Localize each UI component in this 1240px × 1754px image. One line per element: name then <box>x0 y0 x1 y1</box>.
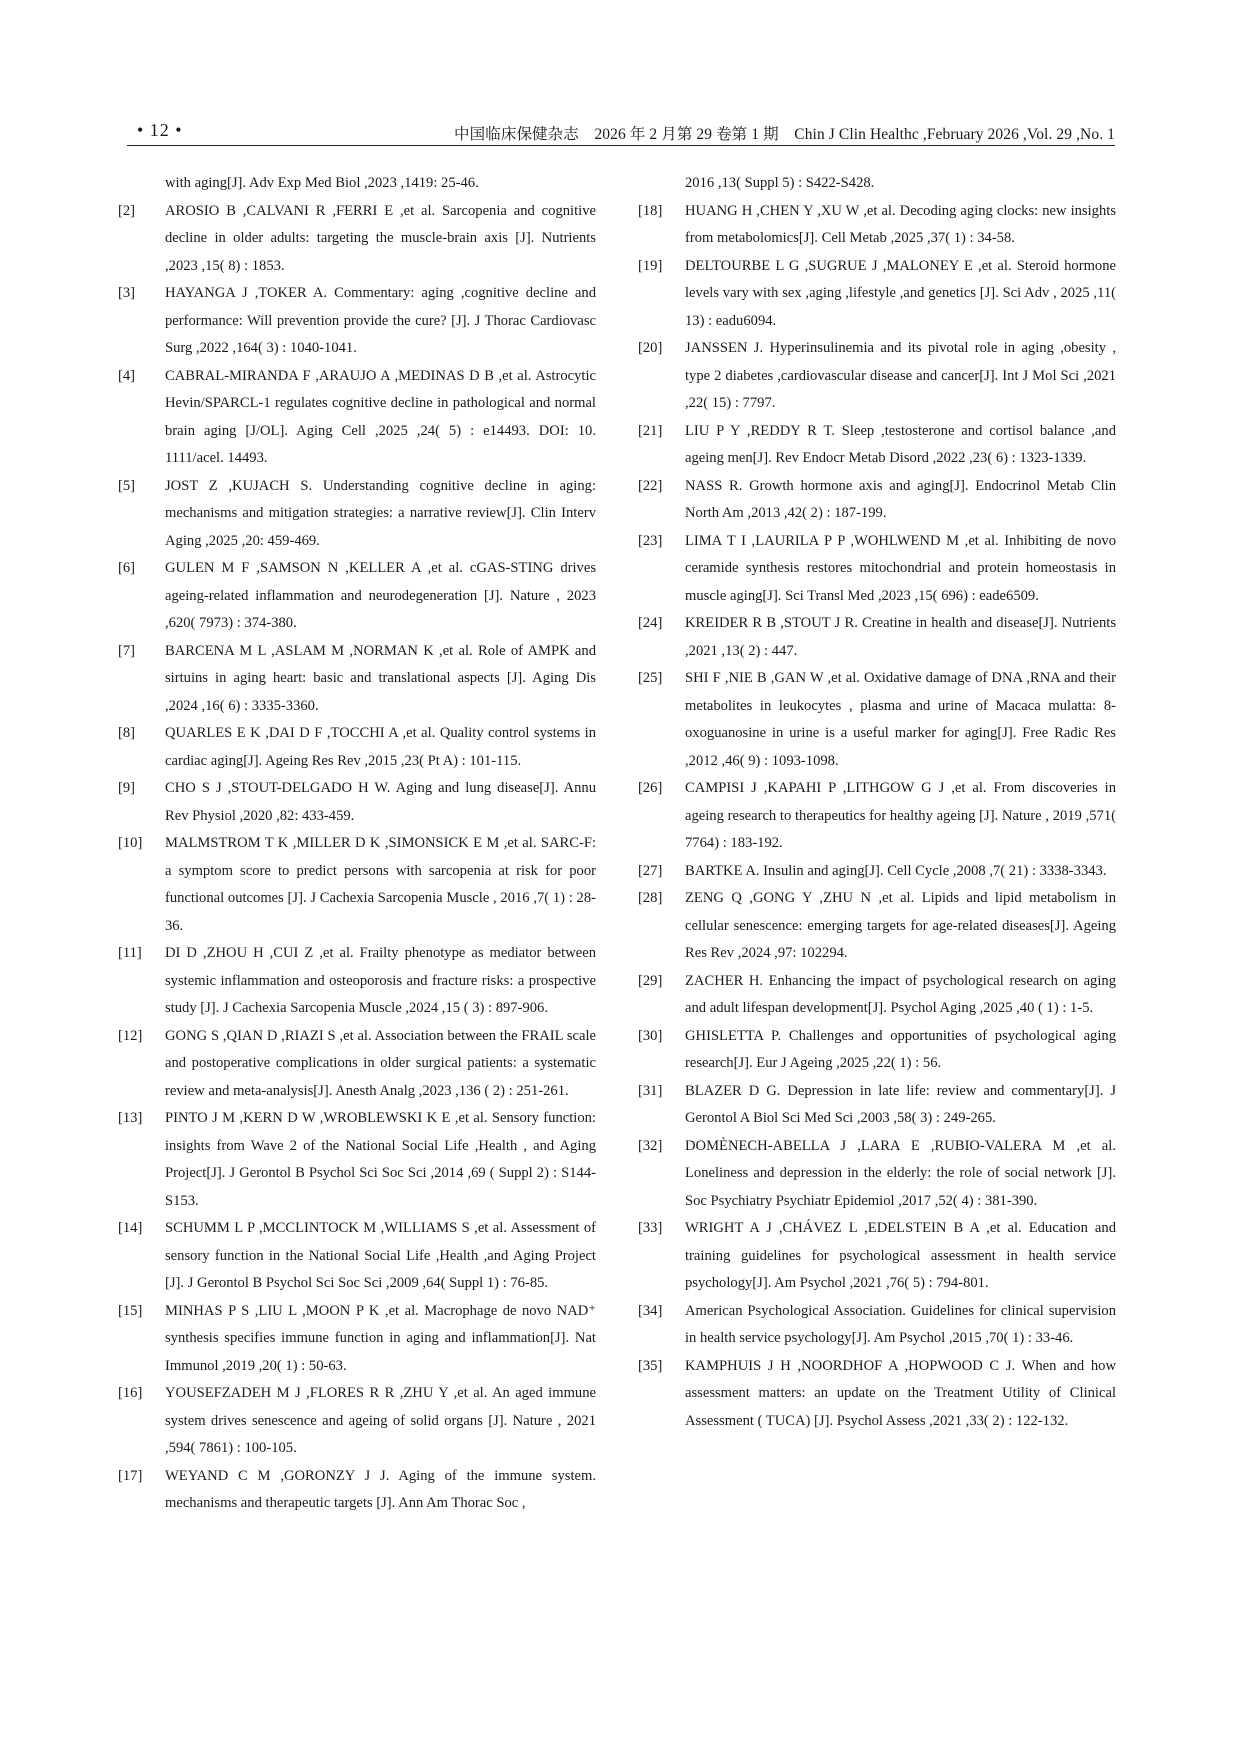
reference-entry <box>638 418 1116 473</box>
reference-text: GHISLETTA P. Challenges and opportunities of psychological aging research[J]. Eur J Ageing ,2025 ,22( 1) : 56. <box>685 1027 1116 1071</box>
page-number: • 12 • <box>137 120 183 140</box>
reference-number: [20] <box>638 340 663 356</box>
reference-text: WEYAND C M ,GORONZY J J. Aging of the immune system. mechanisms and therapeutic targets [J]. Ann Am Thorac Soc , <box>165 1467 596 1511</box>
reference-entry <box>638 775 1116 858</box>
reference-text: AROSIO B ,CALVANI R ,FERRI E ,et al. Sarcopenia and cognitive decline in older adults: targeting the muscle-brain axis [J]. Nutrients ,2023 ,15( 8) : 1853. <box>165 202 596 274</box>
reference-number: [24] <box>638 615 663 631</box>
reference-entry <box>638 665 1116 775</box>
reference-entry <box>638 1133 1116 1216</box>
reference-number: [21] <box>638 422 663 439</box>
reference-entry <box>118 1298 596 1381</box>
reference-entry <box>118 775 596 830</box>
reference-number: [3] <box>118 285 136 301</box>
reference-entry <box>638 335 1116 418</box>
reference-number: [33] <box>638 1220 663 1236</box>
reference-continuation <box>118 170 596 198</box>
reference-entry <box>118 638 596 721</box>
reference-column-right <box>638 170 1116 1435</box>
reference-number: [18] <box>638 202 663 219</box>
reference-text: CAMPISI J ,KAPAHI P ,LITHGOW G J ,et al. From discoveries in ageing research to therapeutics for healthy ageing [J]. Nature , 2019 ,571( 7764) : 183-192. <box>685 780 1116 851</box>
reference-text: DI D ,ZHOU H ,CUI Z ,et al. Frailty phenotype as mediator between systemic inflammation and osteoporosis and fracture risks: a prospective study [J]. J Cachexia Sarcopenia Muscle ,2024 ,15 ( 3) : 897-906. <box>165 945 596 1016</box>
reference-text: DOMÈNECH-ABELLA J ,LARA E ,RUBIO-VALERA M ,et al. Loneliness and depression in the elderly: the role of social network [J]. Soc Psychiatry Psychiatr Epidemiol ,2017 ,52( 4) : 381-390. <box>685 1137 1116 1209</box>
reference-number: [12] <box>118 1027 143 1044</box>
reference-number: [22] <box>638 477 663 494</box>
reference-number: [15] <box>118 1302 143 1319</box>
reference-text: MALMSTROM T K ,MILLER D K ,SIMONSICK E M ,et al. SARC-F: a symptom score to predict persons with sarcopenia at risk for poor functional outcomes [J]. J Cachexia Sarcopenia Muscle , 2016 ,7( 1) : 28-36. <box>165 835 596 934</box>
reference-entry <box>118 830 596 940</box>
reference-text: QUARLES E K ,DAI D F ,TOCCHI A ,et al. Quality control systems in cardiac aging[J]. Ageing Res Rev ,2015 ,23( Pt A) : 101-115. <box>165 725 596 769</box>
reference-text: DELTOURBE L G ,SUGRUE J ,MALONEY E ,et al. Steroid hormone levels vary with sex ,aging ,lifestyle ,and genetics [J]. Sci Adv , 2025 ,11( 13) : eadu6094. <box>685 257 1116 329</box>
reference-entry <box>118 473 596 556</box>
reference-text: CHO S J ,STOUT-DELGADO H W. Aging and lung disease[J]. Annu Rev Physiol ,2020 ,82: 433-459. <box>165 780 596 824</box>
reference-text: BARCENA M L ,ASLAM M ,NORMAN K ,et al. Role of AMPK and sirtuins in aging heart: basic and translational aspects [J]. Aging Dis ,2024 ,16( 6) : 3335-3360. <box>165 642 596 714</box>
reference-text: WRIGHT A J ,CHÁVEZ L ,EDELSTEIN B A ,et al. Education and training guidelines for psychological assessment in health service psychology[J]. Am Psychol ,2021 ,76( 5) : 794-801. <box>685 1220 1116 1291</box>
reference-number: [26] <box>638 780 663 796</box>
reference-entry <box>118 198 596 281</box>
reference-text: BLAZER D G. Depression in late life: review and commentary[J]. J Gerontol A Biol Sci Med Sci ,2003 ,58( 3) : 249-265. <box>685 1082 1116 1126</box>
reference-number: [10] <box>118 835 143 851</box>
reference-entry <box>638 473 1116 528</box>
reference-entry <box>118 1023 596 1106</box>
reference-text: CABRAL-MIRANDA F ,ARAUJO A ,MEDINAS D B ,et al. Astrocytic Hevin/SPARCL-1 regulates cognitive decline in pathological and normal brain aging [J/OL]. Aging Cell ,2025 ,24( 5) : e14493. DOI: 10. 1111/acel. 14493. <box>165 367 596 466</box>
reference-entry <box>118 1463 596 1518</box>
reference-entry <box>118 363 596 473</box>
reference-entry <box>118 1215 596 1298</box>
reference-text: SCHUMM L P ,MCCLINTOCK M ,WILLIAMS S ,et al. Assessment of sensory function in the National Social Life ,Health ,and Aging Project [J]. J Gerontol B Psychol Sci Soc Sci ,2009 ,64( Suppl 1) : 76-85. <box>165 1220 596 1291</box>
reference-number: [35] <box>638 1357 663 1374</box>
reference-continuation <box>638 170 1116 198</box>
reference-text: HAYANGA J ,TOKER A. Commentary: aging ,cognitive decline and performance: Will prevention provide the cure? [J]. J Thorac Cardiovasc Surg ,2022 ,164( 3) : 1040-1041. <box>165 285 596 356</box>
reference-text: ZACHER H. Enhancing the impact of psychological research on aging and adult lifespan development[J]. Psychol Aging ,2025 ,40 ( 1) : 1-5. <box>685 972 1116 1016</box>
running-head: 中国临床保健杂志 2026 年 2 月第 29 卷第 1 期 Chin J Clin Healthc ,February 2026 ,Vol. 29 ,No. 1 <box>454 126 1115 143</box>
reference-entry <box>638 885 1116 968</box>
reference-text: GULEN M F ,SAMSON N ,KELLER A ,et al. cGAS-STING drives ageing-related inflammation and neurodegeneration [J]. Nature , 2023 ,620( 7973) : 374-380. <box>165 560 596 631</box>
reference-entry <box>638 1298 1116 1353</box>
reference-entry <box>118 1105 596 1215</box>
reference-number: [23] <box>638 532 663 549</box>
reference-column-left <box>118 170 596 1518</box>
reference-number: [8] <box>118 725 136 741</box>
reference-text: JANSSEN J. Hyperinsulinemia and its pivotal role in aging ,obesity , type 2 diabetes ,cardiovascular disease and cancer[J]. Int J Mol Sci ,2021 ,22( 15) : 7797. <box>685 340 1116 411</box>
reference-text: NASS R. Growth hormone axis and aging[J]. Endocrinol Metab Clin North Am ,2013 ,42( 2) : 187-199. <box>685 477 1116 521</box>
reference-entry <box>118 280 596 363</box>
reference-number: [19] <box>638 257 663 274</box>
reference-entry <box>638 968 1116 1023</box>
reference-text: HUANG H ,CHEN Y ,XU W ,et al. Decoding aging clocks: new insights from metabolomics[J]. Cell Metab ,2025 ,37( 1) : 34-58. <box>685 202 1116 246</box>
reference-number: [16] <box>118 1385 143 1401</box>
reference-text: SHI F ,NIE B ,GAN W ,et al. Oxidative damage of DNA ,RNA and their metabolites in leukocytes , plasma and urine of Macaca mulatta: 8-oxoguanosine in urine is a useful marker for aging[J]. Free Radic Res ,2012 ,46( 9) : 1093-1098. <box>685 670 1116 769</box>
reference-number: [25] <box>638 670 663 686</box>
reference-number: [30] <box>638 1027 663 1044</box>
reference-entry <box>118 720 596 775</box>
reference-number: [17] <box>118 1467 143 1484</box>
reference-number: [5] <box>118 477 136 494</box>
reference-text: KREIDER R B ,STOUT J R. Creatine in health and disease[J]. Nutrients ,2021 ,13( 2) : 447. <box>685 615 1116 659</box>
reference-number: [2] <box>118 202 136 219</box>
reference-text: BARTKE A. Insulin and aging[J]. Cell Cycle ,2008 ,7( 21) : 3338-3343. <box>685 862 1107 879</box>
reference-entry <box>638 198 1116 253</box>
reference-entry <box>638 610 1116 665</box>
reference-number: [4] <box>118 367 136 384</box>
reference-entry <box>638 1353 1116 1436</box>
reference-number: [27] <box>638 862 663 879</box>
reference-entry <box>638 858 1116 886</box>
reference-number: [11] <box>118 945 142 961</box>
reference-text: YOUSEFZADEH M J ,FLORES R R ,ZHU Y ,et al. An aged immune system drives senescence and ageing of solid organs [J]. Nature , 2021 ,594( 7861) : 100-105. <box>165 1385 596 1456</box>
reference-number: [14] <box>118 1220 143 1236</box>
reference-text: JOST Z ,KUJACH S. Understanding cognitive decline in aging: mechanisms and mitigation strategies: a narrative review[J]. Clin Interv Aging ,2025 ,20: 459-469. <box>165 477 596 549</box>
reference-entry <box>638 1215 1116 1298</box>
reference-text: 2016 ,13( Suppl 5) : S422-S428. <box>685 175 875 191</box>
reference-number: [32] <box>638 1137 663 1154</box>
reference-number: [28] <box>638 890 663 906</box>
reference-text: PINTO J M ,KERN D W ,WROBLEWSKI K E ,et al. Sensory function: insights from Wave 2 of the National Social Life ,Health , and Aging Project[J]. J Gerontol B Psychol Sci Soc Sci ,2014 ,69 ( Suppl 2) : S144-S153. <box>165 1110 596 1209</box>
reference-number: [29] <box>638 972 663 989</box>
reference-entry <box>638 528 1116 611</box>
reference-entry <box>638 1078 1116 1133</box>
header-rule <box>127 145 1115 146</box>
reference-number: [34] <box>638 1302 663 1319</box>
reference-number: [13] <box>118 1110 143 1126</box>
reference-entry <box>638 1023 1116 1078</box>
reference-number: [6] <box>118 560 136 576</box>
reference-entry <box>118 1380 596 1463</box>
reference-number: [9] <box>118 780 136 796</box>
reference-text: with aging[J]. Adv Exp Med Biol ,2023 ,1419: 25-46. <box>165 175 479 191</box>
reference-text: KAMPHUIS J H ,NOORDHOF A ,HOPWOOD C J. When and how assessment matters: an update on the Treatment Utility of Clinical Assessment ( TUCA) [J]. Psychol Assess ,2021 ,33( 2) : 122-132. <box>685 1357 1116 1429</box>
reference-entry <box>638 253 1116 336</box>
reference-number: [7] <box>118 642 136 659</box>
reference-text: MINHAS P S ,LIU L ,MOON P K ,et al. Macrophage de novo NAD⁺ synthesis specifies immune function in aging and inflammation[J]. Nat Immunol ,2019 ,20( 1) : 50-63. <box>165 1302 596 1374</box>
reference-text: LIU P Y ,REDDY R T. Sleep ,testosterone and cortisol balance ,and ageing men[J]. Rev Endocr Metab Disord ,2022 ,23( 6) : 1323-1339. <box>685 422 1116 466</box>
reference-text: ZENG Q ,GONG Y ,ZHU N ,et al. Lipids and lipid metabolism in cellular senescence: emerging targets for age-related diseases[J]. Ageing Res Rev ,2024 ,97: 102294. <box>685 890 1116 961</box>
reference-text: LIMA T I ,LAURILA P P ,WOHLWEND M ,et al. Inhibiting de novo ceramide synthesis restores mitochondrial and protein homeostasis in muscle aging[J]. Sci Transl Med ,2023 ,15( 696) : eade6509. <box>685 532 1116 604</box>
reference-entry <box>118 555 596 638</box>
reference-entry <box>118 940 596 1023</box>
reference-number: [31] <box>638 1082 663 1099</box>
page-header <box>127 120 1115 144</box>
reference-text: GONG S ,QIAN D ,RIAZI S ,et al. Association between the FRAIL scale and postoperative complications in older surgical patients: a systematic review and meta-analysis[J]. Anesth Analg ,2023 ,136 ( 2) : 251-261. <box>165 1027 596 1099</box>
reference-text: American Psychological Association. Guidelines for clinical supervision in health service psychology[J]. Am Psychol ,2015 ,70( 1) : 33-46. <box>685 1302 1116 1346</box>
